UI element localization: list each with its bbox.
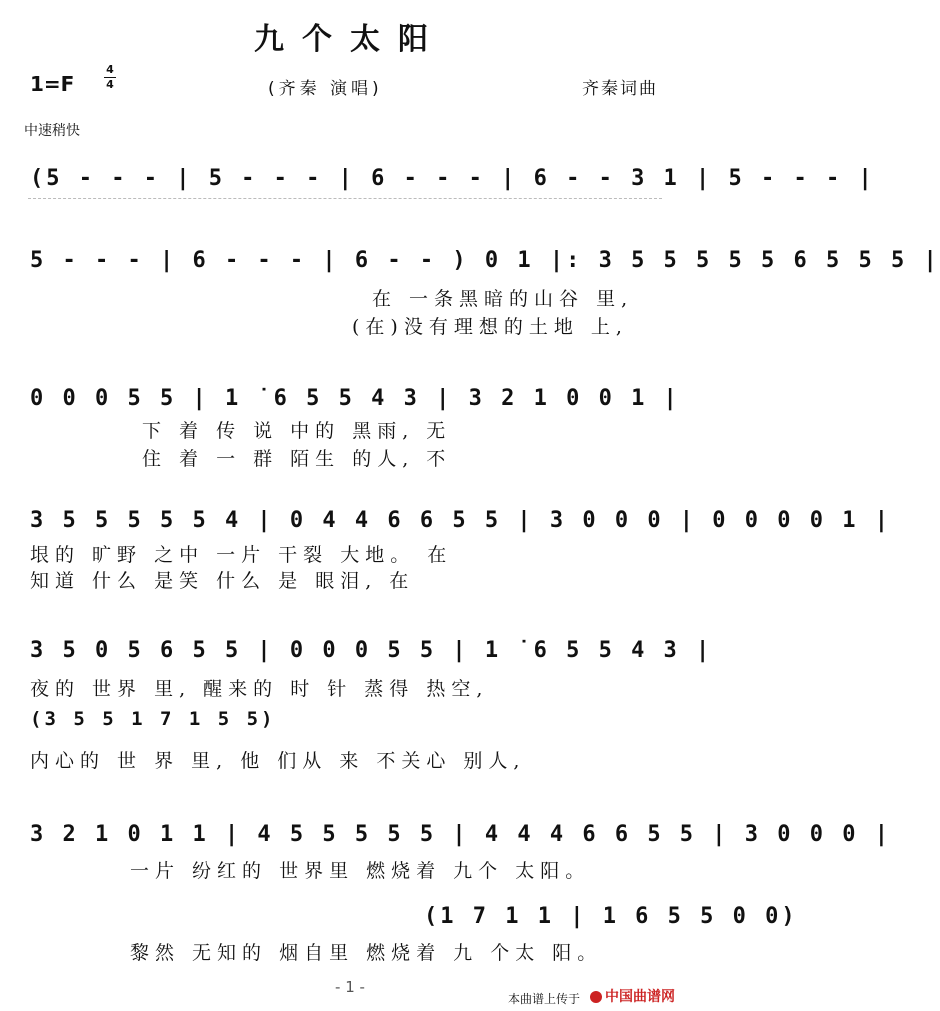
notation-line-2: 5 - - - | 6 - - - | 6 - - ) 0 1 |: 3 5 5 5 5 5 6 5 5 5 | — [30, 248, 940, 273]
lyric-line-3b: 住 着 一 群 陌生 的人, 不 — [142, 448, 452, 470]
key-signature: 1=F — [30, 72, 75, 96]
lyric-line-4a: 垠的 旷野 之中 一片 干裂 大地。 在 — [30, 544, 453, 566]
notation-line-5: 3 5 0 5 6 5 5 | 0 0 0 5 5 | 1 ˙6 5 5 4 3 | — [30, 638, 713, 663]
lyric-line-5b: 内心的 世 界 里, 他 们从 来 不关心 别人, — [30, 750, 526, 772]
time-signature — [104, 64, 116, 91]
time-signature-top: 4 — [106, 63, 114, 76]
notation-line-7: (1 7 1 1 | 1 6 5 5 0 0) — [424, 904, 798, 929]
tempo-marking: 中速稍快 — [24, 123, 80, 139]
site-logo-text: 中国曲谱网 — [605, 989, 675, 1005]
upload-source-label: 本曲谱上传于 — [508, 992, 581, 1006]
notation-line-4: 3 5 5 5 5 5 4 | 0 4 4 6 6 5 5 | 3 0 0 0 | 0 0 0 0 1 | — [30, 508, 891, 533]
composer-credit: 齐秦词曲 — [582, 79, 658, 99]
singer-credit: (齐秦 演唱) — [268, 79, 383, 99]
line-divider — [28, 198, 662, 199]
lyric-line-6: 一片 纷红的 世界里 燃烧着 九个 太阳。 — [130, 860, 591, 882]
notation-line-3: 0 0 0 5 5 | 1 ˙6 5 5 4 3 | 3 2 1 0 0 1 | — [30, 386, 680, 411]
notation-line-6: 3 2 1 0 1 1 | 4 5 5 5 5 5 | 4 4 4 6 6 5 5 | 3 0 0 0 | — [30, 822, 891, 847]
site-logo[interactable] — [590, 986, 675, 1006]
page-number: - 1 - — [335, 978, 365, 996]
lyric-line-2b: (在)没有理想的土地 上, — [352, 316, 628, 338]
lyric-line-7: 黎然 无知的 烟自里 燃烧着 九 个太 阳。 — [130, 942, 603, 964]
notation-line-1: (5 - - - | 5 - - - | 6 - - - | 6 - - 3 1 | 5 - - - | — [30, 166, 875, 191]
time-signature-bottom: 4 — [106, 78, 114, 91]
notation-line-5-alt: (3 5 5 1 7 1 5 5) — [30, 708, 276, 730]
lyric-line-3a: 下 着 传 说 中的 黑雨, 无 — [142, 420, 452, 442]
site-logo-icon — [590, 991, 602, 1003]
lyric-line-4b: 知道 什么 是笑 什么 是 眼泪, 在 — [30, 570, 415, 592]
lyric-line-2a: 在 一条黑暗的山谷 里, — [372, 288, 634, 310]
song-title: 九个太阳 — [254, 22, 446, 57]
lyric-line-5a: 夜的 世界 里, 醒来的 时 针 蒸得 热空, — [30, 678, 489, 700]
